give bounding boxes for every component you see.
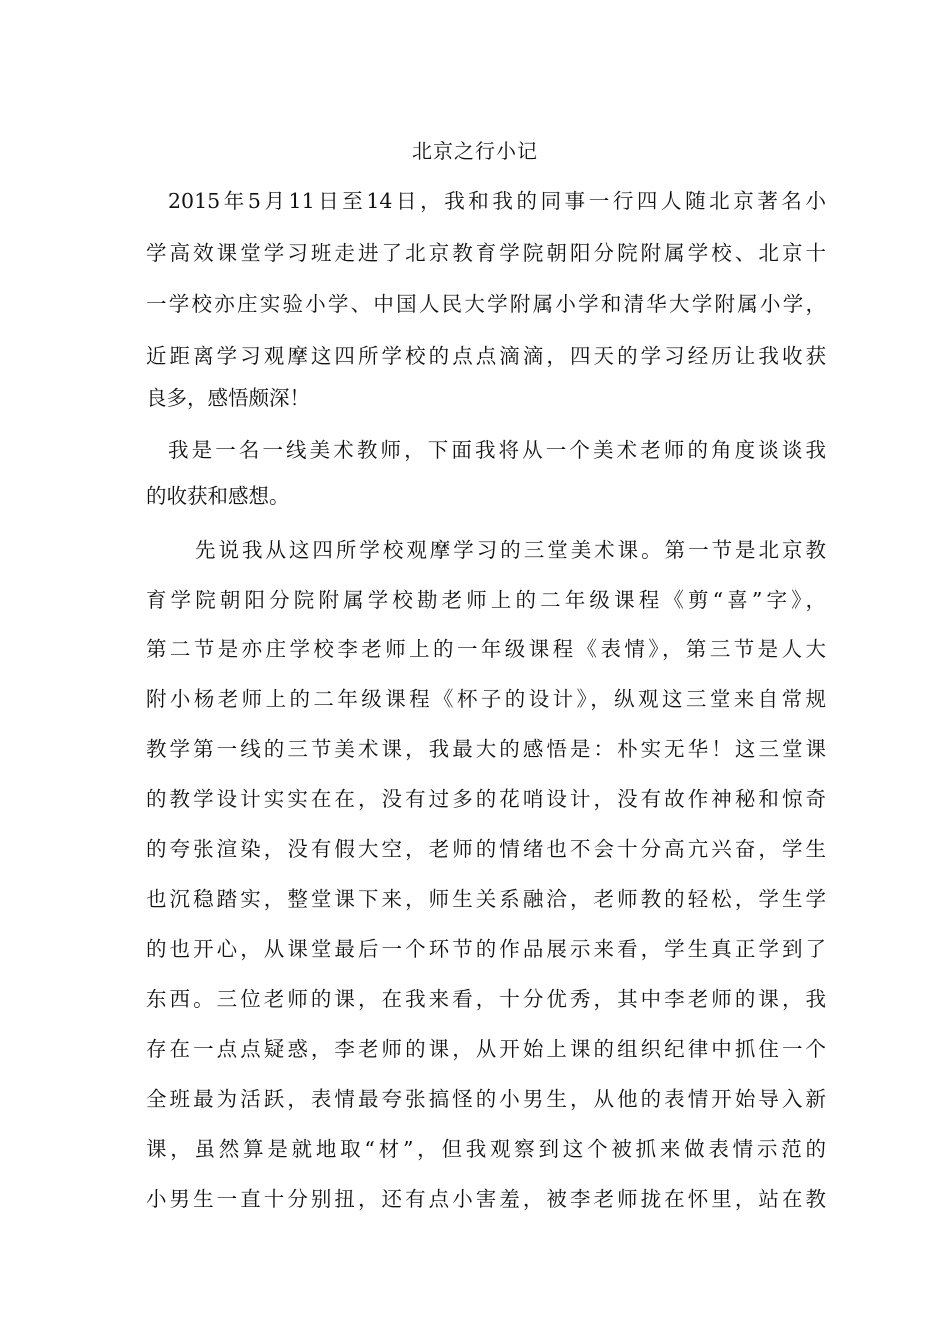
paragraph-line: 也沉稳踏实，整堂课下来，师生关系融洽，老师教的轻松，学生学: [146, 887, 826, 911]
paragraph-line: 的教学设计实实在在，没有过多的花哨设计，没有故作神秘和惊奇: [146, 787, 826, 811]
paragraph-line: 学高效课堂学习班走进了北京教育学院朝阳分院附属学校、北京十: [146, 241, 826, 265]
paragraph-line: 良多，感悟颇深！: [146, 386, 310, 410]
paragraph-line: 的收获和感想。: [146, 484, 290, 508]
paragraph-line: 第二节是亦庄学校李老师上的一年级课程《表情》，第三节是人大: [146, 637, 826, 661]
paragraph-line: 全班最为活跃，表情最夸张搞怪的小男生，从他的表情开始导入新: [146, 1087, 826, 1111]
paragraph-line: 一学校亦庄实验小学、中国人民大学附属小学和清华大学附属小学，: [146, 292, 826, 316]
paragraph-line: 先说我从这四所学校观摩学习的三堂美术课。第一节是北京教: [195, 538, 826, 562]
paragraph-line: 的夸张渲染，没有假大空，老师的情绪也不会十分高亢兴奋，学生: [146, 837, 826, 861]
document-title: 北京之行小记: [412, 139, 538, 163]
paragraph-line: 我是一名一线美术教师，下面我将从一个美术老师的角度谈谈我: [168, 438, 826, 462]
paragraph-line: 育学院朝阳分院附属学校勘老师上的二年级课程《剪“喜”字》，: [146, 588, 826, 612]
paragraph-line: 东西。三位老师的课，在我来看，十分优秀，其中李老师的课，我: [146, 987, 826, 1011]
paragraph-line: 的也开心，从课堂最后一个环节的作品展示来看，学生真正学到了: [146, 937, 826, 961]
paragraph-line: 附小杨老师上的二年级课程《杯子的设计》，纵观这三堂来自常规: [146, 687, 826, 711]
paragraph-line: 存在一点点疑惑，李老师的课，从开始上课的组织纪律中抓住一个: [146, 1037, 826, 1061]
paragraph-line: 教学第一线的三节美术课，我最大的感悟是：朴实无华！这三堂课: [146, 737, 826, 761]
paragraph-line: 2015年5月11日至14日，我和我的同事一行四人随北京著名小: [168, 189, 826, 213]
paragraph-line: 近距离学习观摩这四所学校的点点滴滴，四天的学习经历让我收获: [146, 344, 826, 368]
paragraph-line: 课，虽然算是就地取“材”，但我观察到这个被抓来做表情示范的: [146, 1137, 826, 1161]
paragraph-line: 小男生一直十分别扭，还有点小害羞，被李老师拢在怀里，站在教: [146, 1187, 826, 1211]
